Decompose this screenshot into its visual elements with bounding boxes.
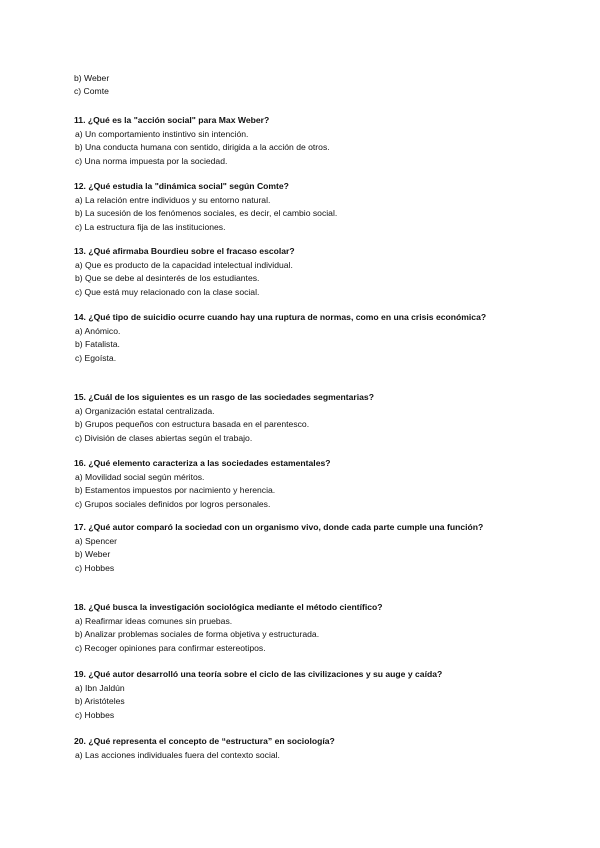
question-19	[74, 668, 529, 722]
option-a: a) Un comportamiento instintivo sin intención.	[75, 129, 249, 139]
option-b: b) Fatalista.	[75, 339, 120, 350]
option-a: a) Ibn Jaldún	[75, 683, 125, 693]
option-a: a) La relación entre individuos y su entorno natural.	[75, 195, 271, 205]
question-13	[74, 245, 529, 299]
question-text: 18. ¿Qué busca la investigación sociológica mediante el método científico?	[74, 602, 383, 612]
option-b: b) Weber	[75, 549, 111, 560]
question-20	[74, 735, 529, 762]
question-text: 15. ¿Cuál de los siguientes es un rasgo de las sociedades segmentarias?	[74, 392, 374, 402]
question-15	[74, 391, 529, 445]
question-text: 12. ¿Qué estudia la "dinámica social" según Comte?	[74, 181, 289, 191]
option-c: c) Que está muy relacionado con la clase social.	[75, 286, 260, 297]
option-b: b) Weber	[74, 73, 110, 83]
question-17	[74, 521, 529, 575]
question-text: 17. ¿Qué autor comparó la sociedad con un organismo vivo, donde cada parte cumple una función?	[74, 522, 484, 532]
question-18	[74, 601, 529, 655]
option-c: c) Grupos sociales definidos por logros personales.	[75, 498, 271, 509]
option-a: a) Las acciones individuales fuera del contexto social.	[75, 750, 280, 760]
option-b: b) Una conducta humana con sentido, dirigida a la acción de otros.	[75, 142, 330, 153]
option-a: a) Reafirmar ideas comunes sin pruebas.	[75, 616, 233, 626]
question-text: 11. ¿Qué es la "acción social" para Max Weber?	[74, 115, 270, 125]
option-c: c) Recoger opiniones para confirmar estereotipos.	[75, 642, 266, 653]
option-c: c) División de clases abiertas según el trabajo.	[75, 432, 253, 443]
question-11	[74, 114, 529, 168]
option-c: c) Egoísta.	[75, 352, 117, 363]
option-c: c) Hobbes	[75, 562, 115, 573]
option-b: b) Que se debe al desinterés de los estudiantes.	[75, 273, 260, 284]
option-a: a) Organización estatal centralizada.	[75, 406, 215, 416]
question-16	[74, 457, 529, 511]
option-b: b) Analizar problemas sociales de forma objetiva y estructurada.	[75, 629, 320, 640]
option-c: c) Comte	[74, 86, 109, 97]
continued-options	[74, 72, 529, 99]
question-14	[74, 311, 529, 365]
option-a: a) Spencer	[75, 536, 118, 546]
option-b: b) Estamentos impuestos por nacimiento y herencia.	[75, 485, 276, 496]
option-b: b) Aristóteles	[75, 696, 125, 707]
question-12	[74, 180, 529, 234]
question-text: 20. ¿Qué representa el concepto de “estructura” en sociología?	[74, 736, 335, 746]
question-text: 14. ¿Qué tipo de suicidio ocurre cuando hay una ruptura de normas, como en una crisis económica?	[74, 312, 487, 322]
option-a: a) Anómico.	[75, 326, 121, 336]
option-c: c) La estructura fija de las instituciones.	[75, 221, 226, 232]
option-a: a) Que es producto de la capacidad intelectual individual.	[75, 260, 293, 270]
question-text: 13. ¿Qué afirmaba Bourdieu sobre el fracaso escolar?	[74, 246, 295, 256]
question-text: 19. ¿Qué autor desarrolló una teoría sobre el ciclo de las civilizaciones y su auge y caída?	[74, 669, 443, 679]
option-b: b) Grupos pequeños con estructura basada en el parentesco.	[75, 419, 310, 430]
option-c: c) Hobbes	[75, 709, 115, 720]
question-text: 16. ¿Qué elemento caracteriza a las sociedades estamentales?	[74, 458, 331, 468]
option-b: b) La sucesión de los fenómenos sociales, es decir, el cambio social.	[75, 208, 338, 219]
option-a: a) Movilidad social según méritos.	[75, 472, 205, 482]
option-c: c) Una norma impuesta por la sociedad.	[75, 155, 228, 166]
